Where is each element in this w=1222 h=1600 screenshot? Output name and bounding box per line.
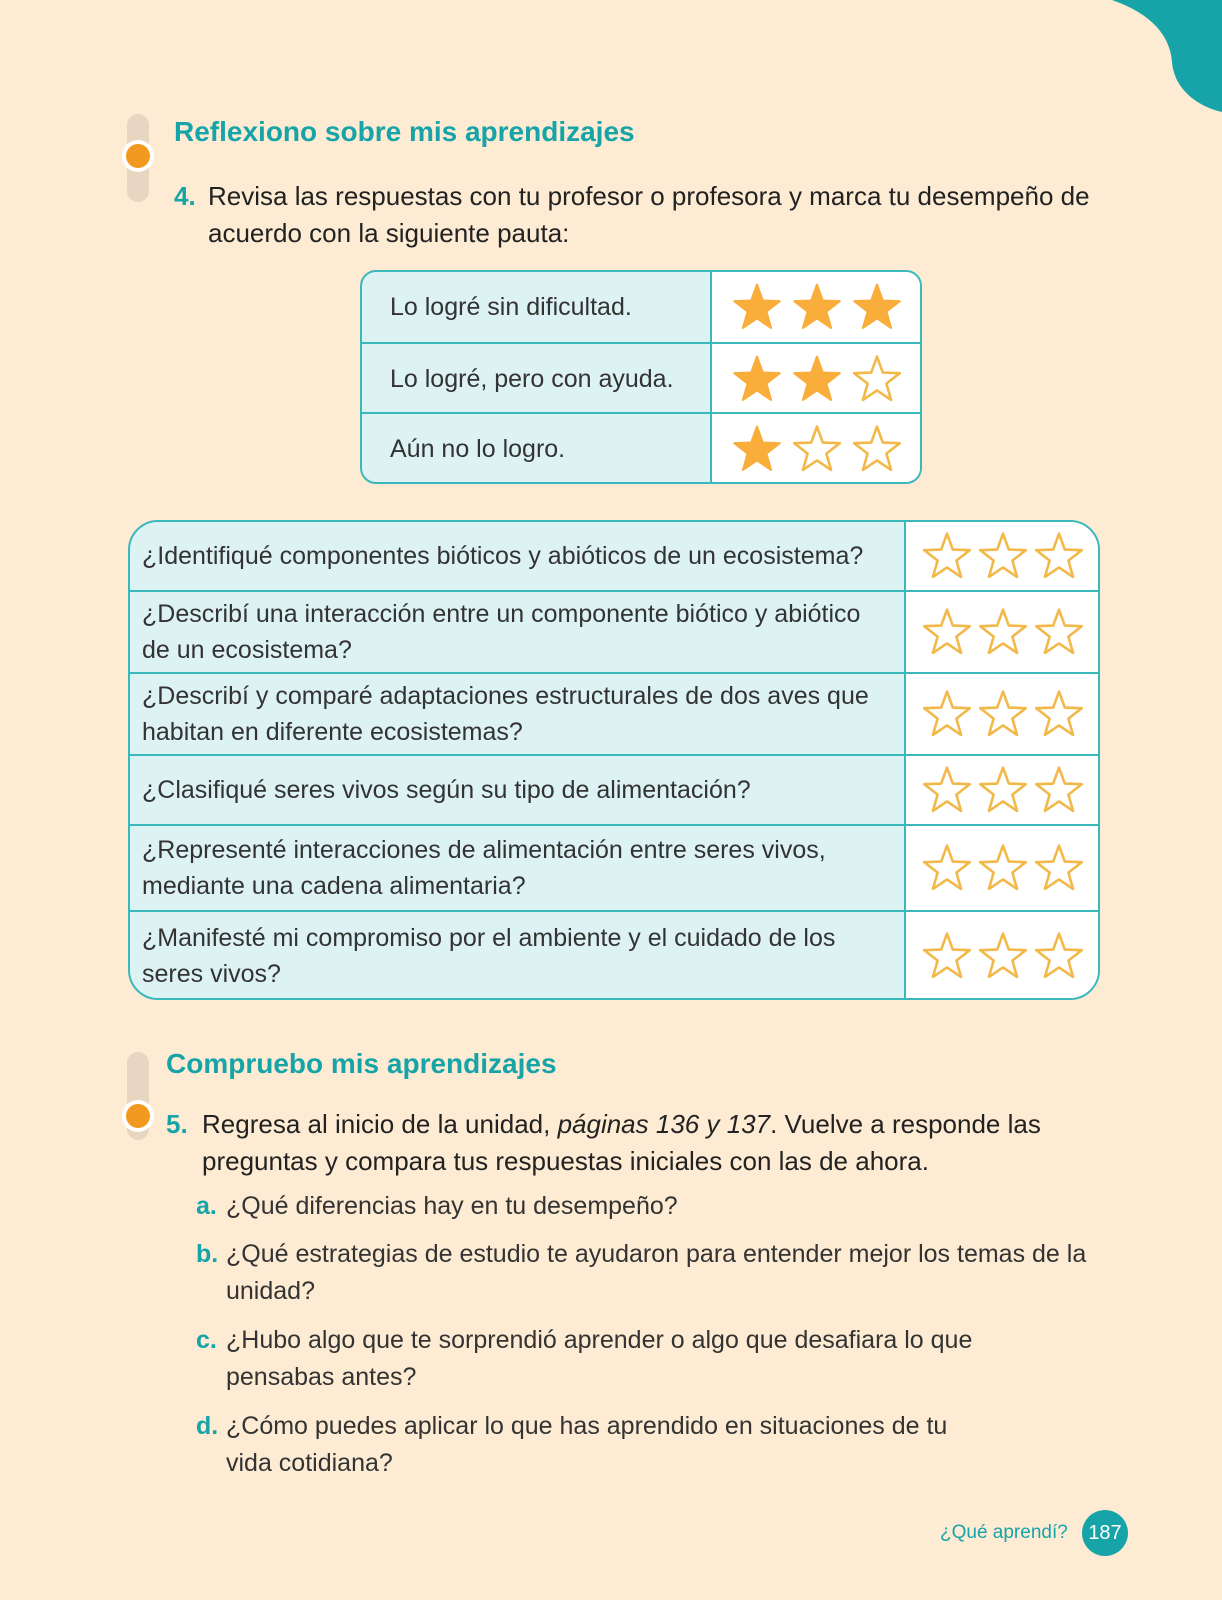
sub-question-d (196, 1408, 976, 1482)
instruction-text-start: Regresa al inicio de la unidad, (202, 1109, 558, 1139)
evaluation-stars[interactable] (904, 912, 1100, 1000)
evaluation-stars[interactable] (904, 826, 1100, 910)
star-outline-icon[interactable] (977, 606, 1029, 658)
star-filled-icon (791, 353, 843, 405)
legend-label: Lo logré sin dificultad. (390, 293, 632, 321)
evaluation-question: ¿Identifiqué componentes bióticos y abióticos de un ecosistema? (142, 542, 864, 570)
star-outline-icon[interactable] (1033, 930, 1085, 982)
instruction-text-end: . Vuelve a responde las preguntas y compara tus respuestas iniciales con las de ahora. (202, 1109, 1041, 1176)
star-filled-icon (731, 353, 783, 405)
sub-question-b (196, 1236, 1096, 1310)
legend-row (362, 272, 920, 342)
corner-decoration (1112, 0, 1222, 112)
star-outline-icon[interactable] (977, 764, 1029, 816)
sub-question-letter: b. (196, 1240, 219, 1268)
page-number: 187 (1082, 1510, 1128, 1556)
sub-question-c (196, 1322, 1016, 1396)
legend-row (362, 342, 920, 414)
evaluation-question: ¿Describí una interacción entre un componente biótico y abiótico de un ecosistema? (142, 600, 861, 664)
star-outline-icon[interactable] (791, 423, 843, 475)
evaluation-row (130, 754, 1098, 824)
sub-question-text: ¿Qué diferencias hay en tu desempeño? (226, 1192, 678, 1220)
star-outline-icon[interactable] (1033, 688, 1085, 740)
star-outline-icon[interactable] (851, 353, 903, 405)
self-evaluation-table (128, 520, 1100, 1000)
legend-row (362, 412, 920, 484)
star-outline-icon[interactable] (977, 930, 1029, 982)
instruction-text: Revisa las respuestas con tu profesor o profesora y marca tu desempeño de acuerdo con la siguiente pauta: (208, 181, 1090, 248)
evaluation-row (130, 522, 1098, 590)
star-filled-icon (731, 281, 783, 333)
star-outline-icon[interactable] (851, 423, 903, 475)
sub-question-text: ¿Qué estrategias de estudio te ayudaron para entender mejor los temas de la unidad? (226, 1240, 1087, 1305)
page-reference: páginas 136 y 137 (557, 1109, 771, 1139)
star-outline-icon[interactable] (977, 688, 1029, 740)
section-marker-icon (118, 114, 158, 202)
star-outline-icon[interactable] (1033, 842, 1085, 894)
evaluation-question: ¿Clasifiqué seres vivos según su tipo de alimentación? (142, 776, 751, 804)
evaluation-question: ¿Describí y comparé adaptaciones estructurales de dos aves que habitan en diferente ecosistemas? (142, 682, 869, 746)
legend-label: Aún no lo logro. (390, 435, 566, 463)
evaluation-stars[interactable] (904, 674, 1100, 754)
star-outline-icon[interactable] (977, 842, 1029, 894)
evaluation-question: ¿Manifesté mi compromiso por el ambiente y el cuidado de los seres vivos? (142, 924, 836, 988)
footer-section-label: ¿Qué aprendí? (940, 1522, 1068, 1543)
evaluation-row (130, 672, 1098, 754)
legend-label: Lo logré, pero con ayuda. (390, 365, 674, 393)
star-filled-icon (791, 281, 843, 333)
star-filled-icon (851, 281, 903, 333)
instruction-4 (174, 178, 1114, 252)
instruction-number: 4. (174, 181, 196, 211)
evaluation-row (130, 824, 1098, 910)
legend-stars (710, 272, 922, 342)
sub-question-letter: c. (196, 1326, 217, 1354)
star-filled-icon (731, 423, 783, 475)
sub-question-a (196, 1188, 1096, 1225)
instruction-5 (166, 1106, 1066, 1180)
section-marker-icon (118, 1052, 158, 1140)
legend-stars (710, 414, 922, 484)
legend-stars (710, 344, 922, 414)
evaluation-row (130, 910, 1098, 1000)
star-outline-icon[interactable] (1033, 764, 1085, 816)
star-outline-icon[interactable] (1033, 530, 1085, 582)
section-title-reflexiono: Reflexiono sobre mis aprendizajes (174, 116, 635, 147)
star-outline-icon[interactable] (1033, 606, 1085, 658)
evaluation-stars[interactable] (904, 522, 1100, 590)
section-title-compruebo: Compruebo mis aprendizajes (166, 1048, 557, 1079)
sub-question-text: ¿Hubo algo que te sorprendió aprender o algo que desafiara lo que pensabas antes? (226, 1326, 973, 1391)
star-outline-icon[interactable] (921, 606, 973, 658)
star-outline-icon[interactable] (921, 688, 973, 740)
sub-question-text: ¿Cómo puedes aplicar lo que has aprendido en situaciones de tu vida cotidiana? (226, 1412, 948, 1477)
star-outline-icon[interactable] (921, 530, 973, 582)
sub-question-letter: d. (196, 1412, 219, 1440)
instruction-number: 5. (166, 1109, 188, 1139)
star-outline-icon[interactable] (977, 530, 1029, 582)
evaluation-stars[interactable] (904, 756, 1100, 824)
performance-legend-table (360, 270, 922, 484)
evaluation-row (130, 590, 1098, 672)
star-outline-icon[interactable] (921, 842, 973, 894)
evaluation-stars[interactable] (904, 592, 1100, 672)
star-outline-icon[interactable] (921, 930, 973, 982)
sub-question-letter: a. (196, 1192, 217, 1220)
evaluation-question: ¿Representé interacciones de alimentación entre seres vivos, mediante una cadena alimentaria? (142, 836, 826, 900)
instruction-text (166, 1106, 1066, 1180)
star-outline-icon[interactable] (921, 764, 973, 816)
